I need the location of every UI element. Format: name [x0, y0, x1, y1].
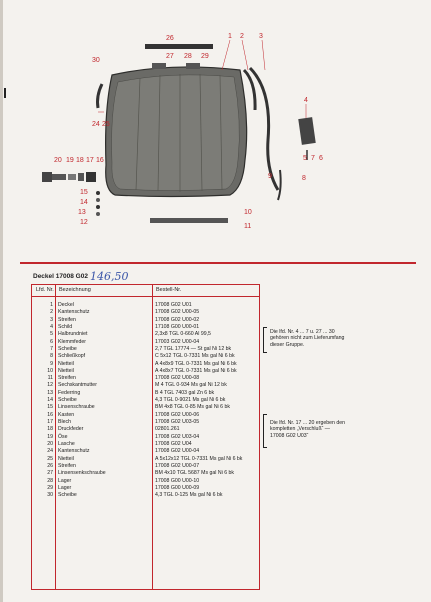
row-lfd-nr: 8: [50, 353, 53, 360]
row-lfd-nr: 1: [50, 302, 53, 308]
row-bestell-nr: 4,3 TGL 0-9021 Ms gal Ni 6 bk: [155, 397, 226, 404]
table-row: [32, 353, 259, 360]
row-bestell-nr: 17008 G00 U00-10: [155, 477, 200, 484]
row-lfd-nr: 17: [47, 419, 53, 425]
row-lfd-nr: 6: [50, 338, 53, 345]
callout-10: 10: [244, 209, 252, 216]
callout-25: 25: [102, 121, 110, 128]
row-bestell-nr: A 4x8x9 TGL 0-7331 Ms gal Ni 6 bk: [155, 360, 237, 367]
row-lfd-nr: 4: [50, 323, 53, 330]
callout-1: 1: [228, 33, 232, 40]
table-row: [32, 390, 259, 397]
callout-17: 17: [86, 157, 94, 164]
row-lfd-nr: 26: [47, 462, 53, 469]
handwritten-price: 146,50: [90, 270, 129, 283]
row-bestell-nr: 17008 G02 U00-02: [155, 316, 200, 323]
row-lfd-nr: 19: [47, 433, 53, 440]
row-bezeichnung: Lager: [58, 484, 72, 491]
strip-part-26: [145, 44, 213, 49]
callout-5: 5: [303, 155, 307, 162]
row-lfd-nr: 3: [50, 316, 53, 323]
row-bestell-nr: 17008 G02 U01: [155, 302, 192, 308]
row-bestell-nr: A 4x8x7 TGL 0-7331 Ms gal Ni 6 bk: [155, 367, 237, 374]
row-bestell-nr: 17008 G02 U00-04: [155, 448, 200, 455]
row-bezeichnung: Kantenschutz: [58, 448, 90, 455]
row-bestell-nr: 17008 G02 U03-05: [155, 419, 200, 425]
table-row: [32, 456, 259, 463]
row-bestell-nr: A 5x12x12 TGL 0-7331 Ms gal Ni 6 bk: [155, 455, 243, 462]
callout-27: 27: [166, 53, 174, 60]
row-bestell-nr: C 5x12 TGL 0-7331 Ms gal Ni 6 bk: [155, 353, 235, 360]
row-lfd-nr: 9: [50, 360, 53, 367]
table-row: [32, 434, 259, 441]
row-bezeichnung: Streifen: [58, 375, 76, 382]
row-bestell-nr: 17008 G00 U00-09: [155, 484, 200, 491]
row-bezeichnung: Scheibe: [58, 345, 77, 352]
row-bestell-nr: 4,3 TGL 0-125 Ms gal Ni 6 bk: [155, 492, 223, 499]
callout-14: 14: [80, 199, 88, 206]
row-lfd-nr: 7: [50, 345, 53, 352]
table-row: [32, 309, 259, 316]
row-bezeichnung: Klemmfeder: [58, 338, 86, 345]
table-row: [32, 485, 259, 492]
row-lfd-nr: 25: [47, 455, 53, 462]
row-bestell-nr: 17008 G02 U04: [155, 440, 192, 447]
table-row: [32, 478, 259, 485]
row-bestell-nr: 17003 G02 U00-04: [155, 338, 200, 345]
callout-6: 6: [319, 155, 323, 162]
callout-11: 11: [244, 223, 252, 230]
table-row: [32, 448, 259, 455]
table-body: [32, 302, 259, 499]
row-bezeichnung: Nietteil: [58, 367, 74, 374]
callout-12: 12: [80, 219, 88, 226]
row-lfd-nr: 30: [47, 492, 53, 499]
table-row: [32, 302, 259, 309]
callout-20: 20: [54, 157, 62, 164]
row-bestell-nr: 17008 G02 U00-08: [155, 375, 200, 382]
row-bestell-nr: 17008 G02 U00-05: [155, 309, 200, 316]
callout-9: 9: [268, 173, 272, 180]
rod-part-9: [278, 170, 281, 200]
table-row: [32, 412, 259, 419]
callout-28: 28: [184, 53, 192, 60]
bearing-right: [186, 63, 200, 69]
note-line: Die lfd. Nr. 4 ... 7 u. 27 ... 30: [270, 329, 335, 335]
row-bezeichnung: Linsenschraube: [58, 404, 95, 411]
row-bestell-nr: B 4 TGL 7403 gal Zn 6 bk: [155, 389, 215, 396]
row-bezeichnung: Druckfeder: [58, 426, 84, 433]
callout-19: 19: [66, 157, 74, 164]
note-lock-assembly: [270, 420, 345, 439]
table-row: [32, 426, 259, 433]
table-row: [32, 368, 259, 375]
callout-15: 15: [80, 189, 88, 196]
table-row: [32, 463, 259, 470]
row-bezeichnung: Schließkopf: [58, 353, 86, 360]
row-bezeichnung: Linsensenkschraube: [58, 470, 106, 477]
callout-30: 30: [92, 57, 100, 64]
plate-part-4: [298, 117, 315, 145]
note-line: Die lfd. Nr. 17 ... 20 ergeben den: [270, 420, 345, 426]
callout-18: 18: [76, 157, 84, 164]
table-row: [32, 470, 259, 477]
row-bestell-nr: BM 4x8 TGL 0-85 Ms gal Ni 6 bk: [155, 404, 230, 411]
row-bezeichnung: Lager: [58, 477, 72, 484]
latch-assembly: [42, 172, 100, 216]
row-bezeichnung: Halbrundniet: [58, 331, 88, 338]
callout-13: 13: [78, 209, 86, 216]
row-bestell-nr: 17008 G02 U03-04: [155, 433, 200, 440]
row-bestell-nr: BM 4x10 TGL 5687 Ms gal Ni 6 bk: [155, 470, 235, 477]
row-bestell-nr: 17008 G02 U00-06: [155, 411, 200, 418]
row-bezeichnung: Sechskantmutter: [58, 382, 97, 389]
table-row: [32, 317, 259, 324]
note-line: gehören nicht zum Lieferumfang: [270, 335, 345, 342]
row-bezeichnung: Kantenschutz: [58, 309, 90, 316]
note-line: dieser Gruppe.: [270, 341, 305, 348]
callout-4: 4: [304, 97, 308, 104]
row-lfd-nr: 2: [50, 309, 53, 316]
callout-2: 2: [240, 33, 244, 40]
row-lfd-nr: 16: [47, 411, 53, 418]
header-lfd-nr: Lfd. Nr.: [36, 287, 54, 293]
note-supply-scope: [270, 329, 344, 348]
row-bezeichnung: Nietteil: [58, 360, 74, 367]
note-bracket-1: [263, 327, 267, 353]
row-bezeichnung: Lasche: [58, 440, 75, 447]
table-row: [32, 361, 259, 368]
row-bezeichnung: Schild: [58, 323, 73, 330]
table-row: [32, 346, 259, 353]
table-row: [32, 492, 259, 499]
row-lfd-nr: 29: [47, 484, 53, 491]
row-lfd-nr: 5: [50, 331, 53, 338]
table-row: [32, 441, 259, 448]
row-lfd-nr: 11: [47, 375, 53, 382]
callout-26: 26: [166, 35, 174, 42]
table-row: [32, 324, 259, 331]
callout-7: 7: [311, 155, 315, 162]
section-divider: [20, 262, 416, 264]
row-lfd-nr: 14: [47, 397, 53, 404]
table-row: [32, 404, 259, 411]
row-lfd-nr: 27: [47, 470, 53, 477]
row-lfd-nr: 20: [47, 440, 53, 447]
row-lfd-nr: 18: [47, 426, 53, 433]
edge-guard-part-24: [98, 84, 103, 108]
callout-29: 29: [201, 53, 209, 60]
row-bezeichnung: Streifen: [58, 462, 76, 469]
callout-24: 24: [92, 121, 100, 128]
table-row: [32, 375, 259, 382]
callout-8: 8: [302, 175, 306, 182]
row-lfd-nr: 15: [47, 404, 53, 411]
row-bezeichnung: Scheibe: [58, 492, 77, 499]
callout-3: 3: [259, 33, 263, 40]
table-row: [32, 397, 259, 404]
header-bezeichnung: Bezeichnung: [59, 287, 91, 293]
header-bestell-nr: Bestell-Nr.: [156, 287, 182, 293]
row-bezeichnung: Kasten: [58, 411, 75, 418]
row-bestell-nr: 02801.261: [155, 426, 180, 433]
note-line: 17008 G02 U03“: [270, 432, 309, 439]
row-bestell-nr: 17108 G00 U00-01: [155, 323, 200, 330]
note-line: kompletten „Verschluß“ —: [270, 426, 330, 433]
bearing-left: [152, 63, 166, 69]
row-bezeichnung: Scheibe: [58, 397, 77, 404]
parts-table: [31, 284, 260, 590]
row-bestell-nr: 2,3x8 TGL 0-660 Al 99,5: [155, 331, 211, 338]
row-lfd-nr: 12: [47, 382, 53, 389]
table-header: [32, 285, 259, 297]
table-row: [32, 339, 259, 346]
row-bezeichnung: Nietteil: [58, 455, 74, 462]
table-row: [32, 331, 259, 338]
row-bezeichnung: Streifen: [58, 316, 76, 323]
row-bezeichnung: Öse: [58, 433, 68, 440]
row-bestell-nr: 17008 G02 U00-07: [155, 462, 200, 469]
row-lfd-nr: 13: [47, 389, 53, 396]
table-row: [32, 419, 259, 426]
row-bestell-nr: 2,7 TGL 17774 — St gal Ni 12 bk: [155, 345, 232, 352]
row-bestell-nr: M 4 TGL 0-934 Ms gal Ni 12 bk: [155, 382, 227, 389]
row-lfd-nr: 10: [47, 367, 53, 374]
part-heading: Deckel 17008 G02: [33, 273, 88, 280]
row-bezeichnung: Federring: [58, 389, 81, 396]
row-bezeichnung: Deckel: [58, 302, 74, 308]
row-bezeichnung: Blech: [58, 419, 71, 425]
exploded-parts-diagram: [0, 0, 431, 262]
row-lfd-nr: 28: [47, 477, 53, 484]
callout-16: 16: [96, 157, 104, 164]
row-lfd-nr: 24: [47, 448, 53, 455]
table-row: [32, 382, 259, 389]
strip-part-11: [150, 218, 228, 223]
note-bracket-2: [263, 414, 267, 448]
